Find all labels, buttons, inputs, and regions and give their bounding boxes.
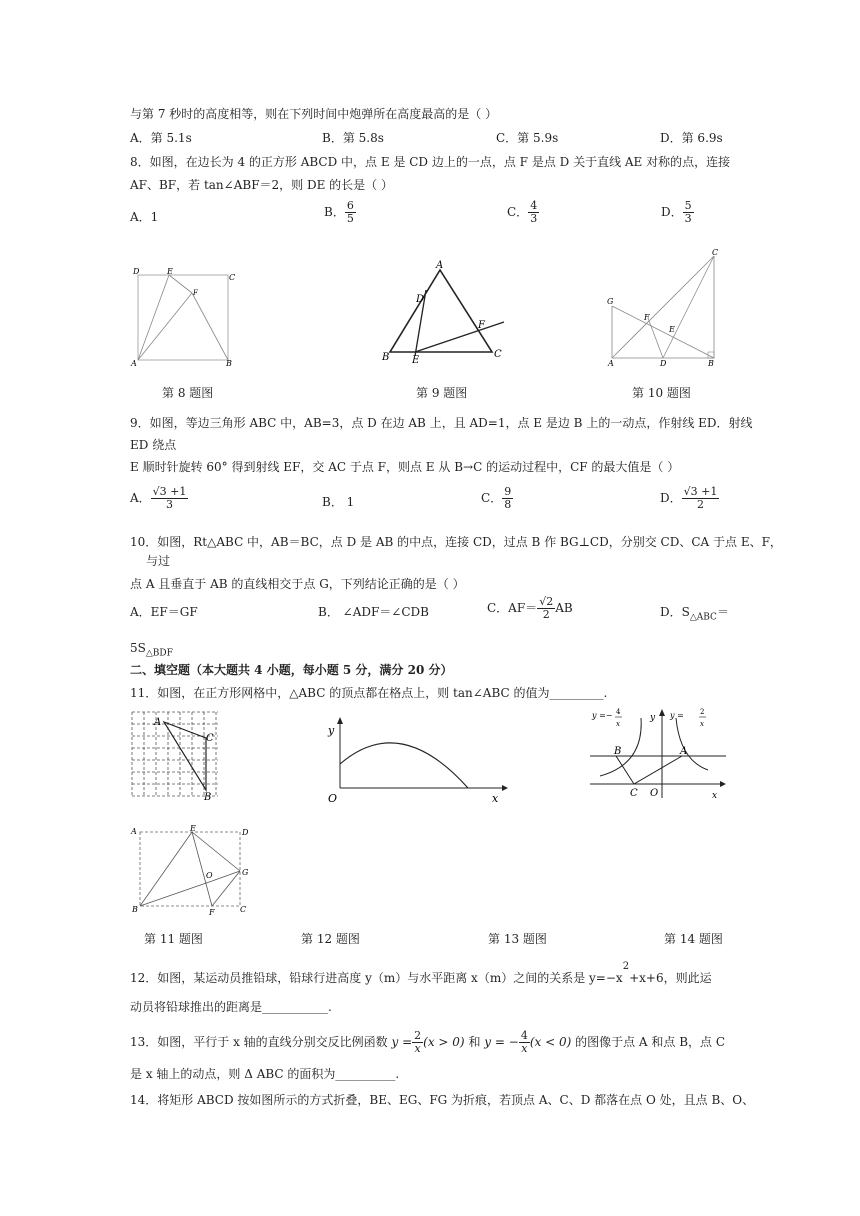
q10-option-a: A．EF＝GF <box>130 605 198 619</box>
fig10-label-d: D <box>660 359 667 368</box>
fig12-label-o: O <box>328 792 338 804</box>
q13-line1: 13．如图，平行于 x 轴的直线分别交反比例函数 y = $\frac{2}{x}$ (x > 0) 和 y = − $\frac{4}{x}$ (x < 0) 的图像于点 A 和点 B，点 C <box>130 1029 726 1055</box>
fig10-label-a: A <box>608 359 614 368</box>
figure-13 <box>586 704 732 802</box>
fig13-label-b: B <box>614 746 622 757</box>
fig9-label-b: B <box>382 352 390 363</box>
fig14-label-f: F <box>209 908 215 916</box>
fig8-caption: 第 8 题图 <box>162 386 214 400</box>
figure-11 <box>128 708 224 804</box>
fig14-fold-eg <box>192 832 240 871</box>
q10-line3: 点 A 且垂直于 AB 的直线相交于点 G，下列结论正确的是（ ） <box>130 577 465 591</box>
fig13-label-num1: 4 <box>616 708 621 716</box>
q9-line1: 9．如图，等边三角形 ABC 中，AB=3，点 D 在边 AB 上，且 AD=1，点 E 是边 B 上的一动点，作射线 ED．射线 <box>130 416 753 430</box>
figure-12 <box>320 712 510 804</box>
fig10-label-e: E <box>669 325 675 334</box>
fig14-fold-be <box>140 832 192 906</box>
q12-line2: 动员将铅球推出的距离是___________. <box>130 1000 332 1014</box>
fig12-parabola <box>340 743 468 788</box>
fig8-label-d: D <box>133 267 140 276</box>
q12-line1: 12．如图，某运动员推铅球，铅球行进高度 y（m）与水平距离 x（m）之间的关系是 $y=-x^2+x+6$，则此运 <box>130 961 712 985</box>
q8-option-b: B． $\frac{6}{5}$ <box>324 199 354 225</box>
fig13-label-den2: x <box>700 720 704 728</box>
q10-line2: 与过 <box>146 554 171 568</box>
fig8-line-af <box>138 293 192 360</box>
q7-option-a: A．第 5.1s <box>130 131 192 145</box>
q8-line2: AF、BF，若 tan∠ABF＝2，则 DE 的长是（ ） <box>130 178 393 192</box>
fig11-triangle <box>164 722 206 790</box>
fig8-line-bf <box>192 293 228 360</box>
fig11-grid <box>132 712 218 796</box>
fig12-x-arrow <box>502 785 508 791</box>
fig14-label-c: C <box>240 905 247 914</box>
q8-option-c: C． $\frac{4}{3}$ <box>507 199 538 225</box>
fig9-label-c: C <box>494 349 502 360</box>
fig9-label-a: A <box>436 260 444 271</box>
fig13-x-arrow <box>720 781 726 787</box>
fig13-label-den1: x <box>616 720 620 728</box>
fig13-label-o: O <box>650 788 659 799</box>
fig10-line-gb <box>612 306 714 358</box>
q9-line3: E 顺时针旋转 60° 得到射线 EF，交 AC 于点 F，则点 E 从 B→C 的运动过程中，CF 的最大值是（ ） <box>130 460 680 474</box>
q11-line1: 11．如图，在正方形网格中，△ABC 的顶点都在格点上，则 tan∠ABC 的值为_________. <box>130 686 608 700</box>
fig8-square <box>138 275 228 360</box>
fig14-line-eof <box>192 832 212 906</box>
q14-line1: 14．将矩形 ABCD 按如图所示的方式折叠，BE、EG、FG 为折痕，若顶点 A、C、D 都落在点 O 处，且点 B、O、 <box>130 1093 755 1107</box>
fig11-label-c: C <box>206 733 214 744</box>
fig10-label-c: C <box>712 248 719 257</box>
fig11-label-a: A <box>154 717 162 728</box>
fig13-label-num2: 2 <box>700 708 705 716</box>
fig14-label-d: D <box>242 828 249 837</box>
q9-line2: ED 绕点 <box>130 438 177 452</box>
fig10-line-fd <box>648 318 663 358</box>
q8-option-a: A．1 <box>130 210 159 224</box>
fig12-caption: 第 12 题图 <box>301 932 360 946</box>
fig14-caption: 第 14 题图 <box>664 932 723 946</box>
fig8-label-e: E <box>167 267 173 276</box>
fig13-caption: 第 13 题图 <box>488 932 547 946</box>
q9-option-d: D． $\frac{√3 +1}{2}$ <box>660 485 718 511</box>
fig14-label-b: B <box>132 905 138 914</box>
fig14-line-bo <box>140 881 212 906</box>
fig10-line-dc <box>663 256 714 358</box>
fig13-label-y-eq2: y = <box>670 711 684 720</box>
q10-option-b: B． ∠ADF＝∠CDB <box>318 605 429 619</box>
q10-option-c: C．AF＝ $\frac{√2}{2}$ AB <box>487 595 573 621</box>
figure-8 <box>128 262 240 368</box>
fig12-y-arrow <box>337 717 343 724</box>
fig14-label-e: E <box>190 824 196 833</box>
fig13-y-arrow <box>659 709 665 716</box>
fig14-label-g: G <box>242 868 249 877</box>
fig12-label-x: x <box>492 792 499 804</box>
q7-option-d: D．第 6.9s <box>660 131 723 145</box>
fig10-line-ac <box>612 256 714 358</box>
q8-line1: 8．如图，在边长为 4 的正方形 ABCD 中，点 E 是 CD 边上的一点，点 F 是点 D 关于直线 AE 对称的点，连接 <box>130 155 731 169</box>
q8-option-d: D． $\frac{5}{3}$ <box>661 199 692 225</box>
q7-option-b: B．第 5.8s <box>322 131 384 145</box>
q10-line1: 10．如图，Rt△ABC 中，AB＝BC，点 D 是 AB 的中点，连接 CD，过点 B 作 BG⊥CD，分别交 CD、CA 于点 E、F， <box>130 535 782 549</box>
figure-10 <box>604 246 724 368</box>
fig11-caption: 第 11 题图 <box>144 932 203 946</box>
fig9-label-e: E <box>412 355 420 364</box>
q9-option-c: C． $\frac{9}{8}$ <box>481 485 512 511</box>
fig13-triangle <box>616 756 682 784</box>
q10-option-d-line2: $5S_{\triangle BDF}$ <box>130 641 173 659</box>
fig13-label-a: A <box>680 746 688 757</box>
fig14-rectangle <box>140 832 240 906</box>
q7-option-c: C．第 5.9s <box>496 131 559 145</box>
fig8-line-ae <box>138 275 169 360</box>
fig10-label-b: B <box>708 359 714 368</box>
fig14-label-a: A <box>131 827 137 836</box>
fig9-label-d: D <box>416 294 425 305</box>
figure-14 <box>128 824 254 916</box>
fig9-ray-ef <box>415 322 504 352</box>
fig13-label-c: C <box>630 788 638 799</box>
fig13-label-y-axis: y <box>650 713 656 723</box>
q13-line2: 是 x 轴上的动点，则 Δ ABC 的面积为__________. <box>130 1067 400 1081</box>
fig12-label-y: y <box>328 724 335 737</box>
fig8-label-b: B <box>226 359 232 368</box>
q10-option-d: D．$S_{\triangle ABC}=$ <box>660 605 729 623</box>
fig9-label-f: F <box>478 320 485 331</box>
fig11-label-b: B <box>204 792 212 803</box>
fig14-label-o: O <box>206 871 213 880</box>
q7-line1: 与第 7 秒时的高度相等，则在下列时间中炮弹所在高度最高的是（ ） <box>130 107 498 121</box>
fig10-label-g: G <box>607 297 614 306</box>
fig13-label-x: x <box>712 791 718 801</box>
fig10-label-f: F <box>644 313 650 322</box>
fig9-caption: 第 9 题图 <box>416 386 468 400</box>
fig8-label-a: A <box>131 359 137 368</box>
fig8-label-f: F <box>193 289 198 297</box>
fig13-label-y-eq1: y =− <box>592 711 613 720</box>
figure-9 <box>380 256 510 364</box>
fig10-caption: 第 10 题图 <box>632 386 691 400</box>
q9-option-b: B． 1 <box>322 495 355 509</box>
fig9-triangle <box>390 270 492 352</box>
fig8-label-c: C <box>229 273 236 282</box>
fig8-line-ef <box>169 275 192 293</box>
q9-option-a: A． $\frac{√3 +1}{3}$ <box>130 485 187 511</box>
section2-title: 二、填空题（本大题共 4 小题，每小题 5 分，满分 20 分） <box>130 663 453 677</box>
